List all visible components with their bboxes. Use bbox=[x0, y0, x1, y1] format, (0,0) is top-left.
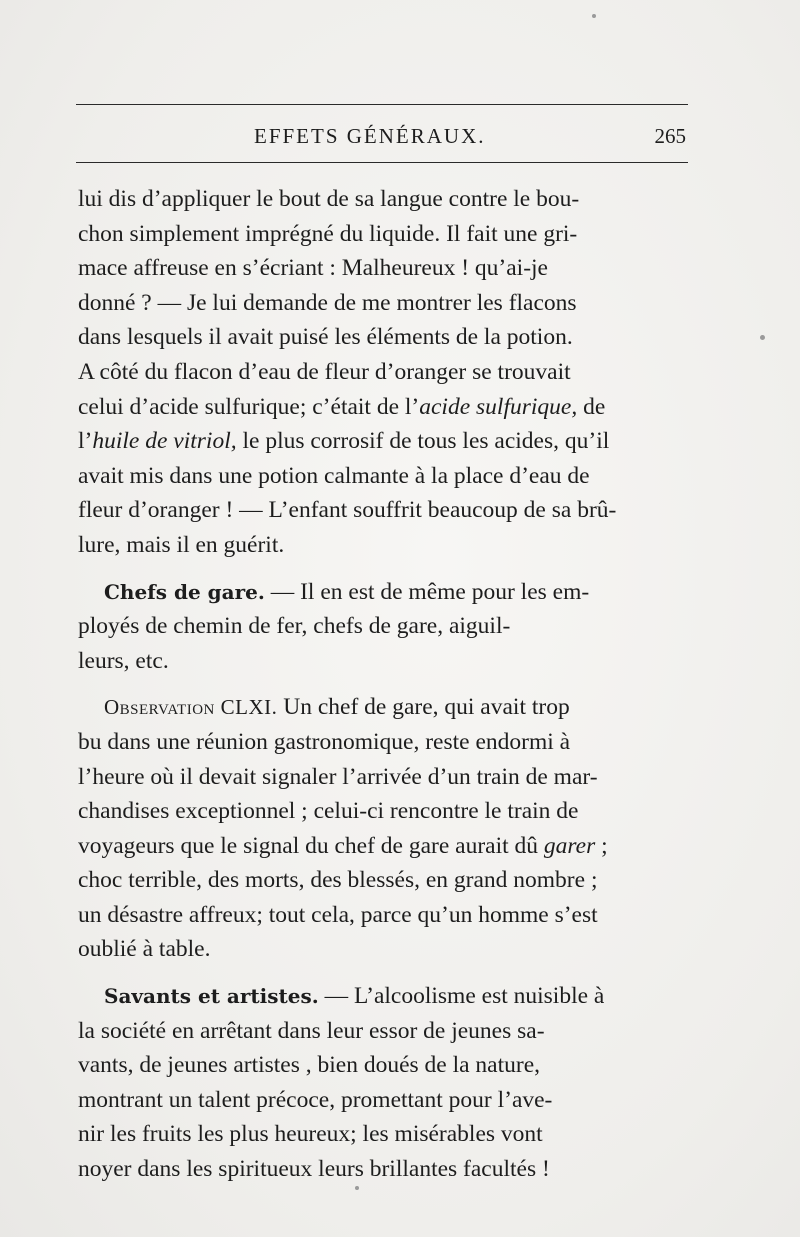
italic-term: huile de vitriol, bbox=[92, 428, 237, 455]
running-title: EFFETS GÉNÉRAUX. bbox=[254, 124, 486, 148]
italic-term: acide sulfurique, bbox=[419, 393, 578, 420]
text-line: ployés de chemin de fer, chefs de gare, aiguil- bbox=[78, 613, 511, 640]
observation-label: Observation CLXI. bbox=[104, 695, 278, 720]
running-head bbox=[76, 124, 688, 154]
text-line: montrant un talent précoce, promettant pour l’ave- bbox=[78, 1086, 553, 1113]
section-heading: Savants et artistes. bbox=[104, 984, 319, 1009]
text-run: l’ bbox=[78, 428, 93, 455]
paper-speck bbox=[760, 335, 765, 340]
text-line bbox=[78, 575, 690, 610]
text-line: bu dans une réunion gastronomique, reste endormi à bbox=[78, 728, 571, 755]
paragraph-chefs-de-gare bbox=[78, 575, 690, 679]
text-line: la société en arrêtant dans leur essor de jeunes sa- bbox=[78, 1017, 545, 1044]
page-number: 265 bbox=[654, 124, 686, 148]
text-run: Un chef de gare, qui avait trop bbox=[277, 694, 570, 721]
text-run: le plus corrosif de tous les acides, qu’il bbox=[236, 428, 610, 455]
text-line: A côté du flacon d’eau de fleur d’oranger se trouvait bbox=[78, 358, 571, 385]
text-run: ; bbox=[595, 832, 608, 859]
text-line bbox=[78, 979, 690, 1014]
text-line: fleur d’oranger ! — L’enfant souffrit beaucoup de sa brû- bbox=[78, 497, 617, 524]
header-rule-top bbox=[76, 104, 688, 105]
text-line bbox=[78, 690, 690, 725]
text-line: nir les fruits les plus heureux; les misérables vont bbox=[78, 1121, 543, 1148]
text-run: celui d’acide sulfurique; c’était de l’ bbox=[78, 393, 420, 420]
text-run: voyageurs que le signal du chef de gare aurait dû bbox=[78, 832, 544, 859]
text-line: lure, mais il en guérit. bbox=[78, 531, 285, 558]
text-line bbox=[78, 424, 690, 459]
text-line: donné ? — Je lui demande de me montrer les flacons bbox=[78, 289, 577, 316]
text-line bbox=[78, 829, 690, 864]
paper-speck bbox=[355, 1186, 359, 1190]
text-run: — L’alcoolisme est nuisible à bbox=[318, 983, 605, 1010]
text-line: chandises exceptionnel ; celui-ci rencontre le train de bbox=[78, 798, 579, 825]
text-line: dans lesquels il avait puisé les éléments de la potion. bbox=[78, 324, 573, 351]
text-line: chon simplement imprégné du liquide. Il fait une gri- bbox=[78, 220, 578, 247]
paragraph-observation bbox=[78, 690, 690, 967]
text-line: lui dis d’appliquer le bout de sa langue contre le bou- bbox=[78, 186, 580, 212]
text-line: oublié à table. bbox=[78, 936, 211, 963]
text-line: avait mis dans une potion calmante à la place d’eau de bbox=[78, 462, 590, 489]
italic-term: garer bbox=[543, 832, 596, 859]
header-rule-bottom bbox=[76, 162, 688, 163]
section-heading: Chefs de gare. bbox=[104, 579, 265, 604]
text-line: mace affreuse en s’écriant : Malheureux ! qu’ai-je bbox=[78, 255, 548, 282]
text-line: choc terrible, des morts, des blessés, en grand nombre ; bbox=[78, 867, 598, 894]
text-line: un désastre affreux; tout cela, parce qu’un homme s’est bbox=[78, 901, 598, 928]
paper-speck bbox=[592, 14, 596, 18]
body-text bbox=[78, 182, 690, 1187]
text-line bbox=[78, 390, 690, 425]
text-line: vants, de jeunes artistes , bien doués de la nature, bbox=[78, 1052, 541, 1079]
paragraph-continued bbox=[78, 182, 690, 563]
text-run: de bbox=[577, 393, 606, 420]
text-line: leurs, etc. bbox=[78, 647, 169, 674]
text-line: l’heure où il devait signaler l’arrivée d’un train de mar- bbox=[78, 763, 598, 790]
text-line: noyer dans les spiritueux leurs brillantes facultés ! bbox=[78, 1156, 550, 1183]
paragraph-savants bbox=[78, 979, 690, 1187]
text-run: — Il en est de même pour les em- bbox=[264, 578, 590, 605]
